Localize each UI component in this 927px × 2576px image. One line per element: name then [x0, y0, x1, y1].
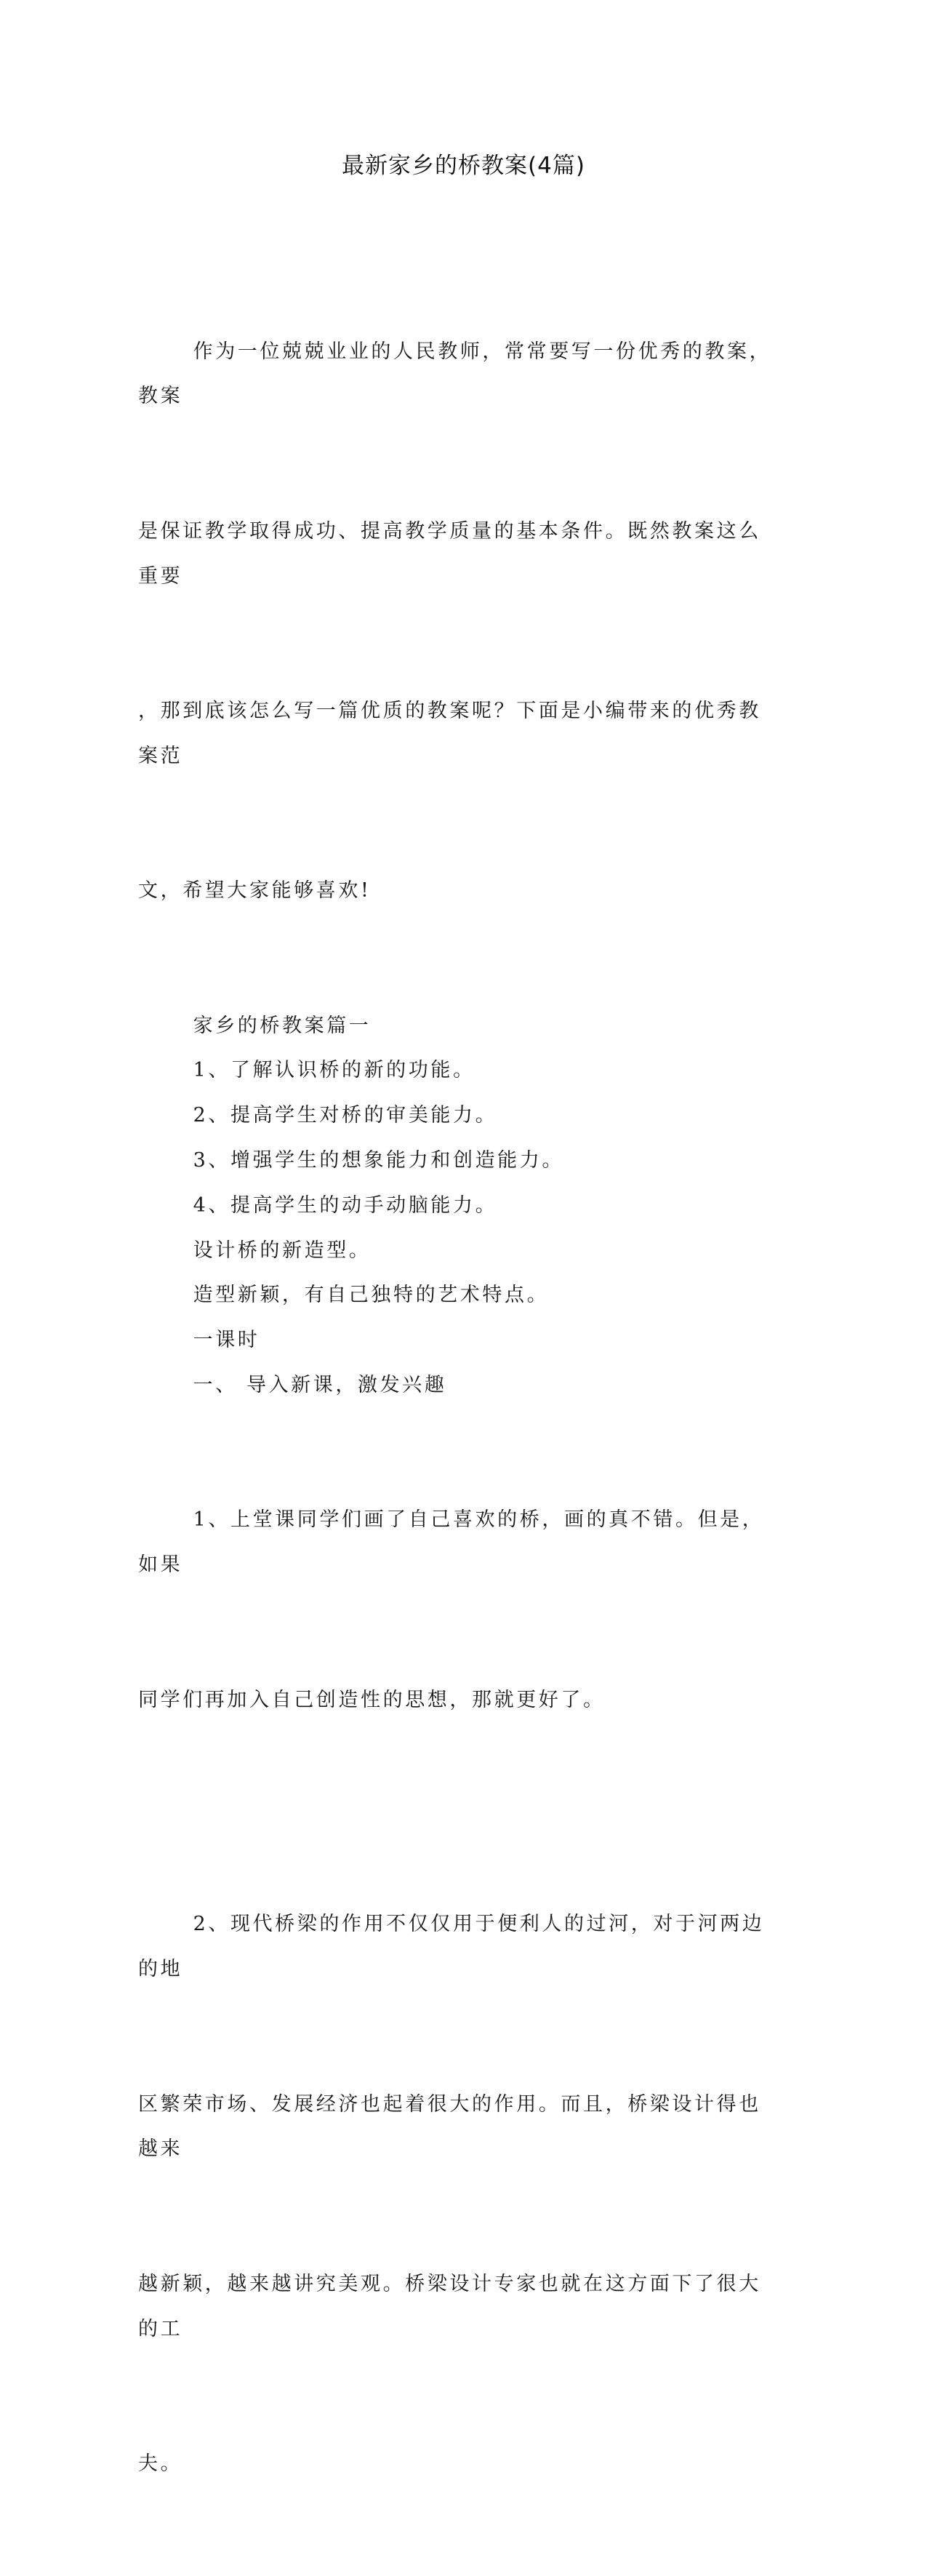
step-item-2-line: 2、现代桥梁的作用不仅仅用于便利人的过河，对于河两边的地 — [138, 1913, 765, 1981]
step-item-2-line: 区繁荣市场、发展经济也起着很大的作用。而且，桥梁设计得也越来 — [138, 2092, 761, 2161]
step-item-1-line: 同学们再加入自己创造性的思想，那就更好了。 — [138, 1688, 606, 1711]
step-item-2 — [138, 1812, 782, 2576]
intro-line: 作为一位兢兢业业的人民教师，常常要写一份优秀的教案，教案 — [138, 340, 772, 408]
step-item-1 — [138, 1408, 782, 1812]
step-item-2-line: 夫。 — [138, 2452, 183, 2476]
objective-item: 3、增强学生的想象能力和创造能力。 — [193, 1148, 564, 1172]
intro-line: 是保证教学取得成功、提高教学质量的基本条件。既然教案这么重要 — [138, 519, 761, 588]
intro-paragraph — [138, 239, 782, 1004]
step-item-1-line: 1、上堂课同学们画了自己喜欢的桥，画的真不错。但是，如果 — [138, 1508, 765, 1577]
step-item-2-line: 越新颖，越来越讲究美观。桥梁设计专家也就在这方面下了很大的工 — [138, 2272, 761, 2340]
document-title: 最新家乡的桥教案(4篇) — [342, 153, 585, 179]
intro-line: ，那到底该怎么写一篇优质的教案呢？下面是小编带来的优秀教案范 — [138, 699, 761, 767]
intro-line: 文，希望大家能够喜欢! — [138, 879, 372, 903]
duration: 一课时 — [193, 1329, 260, 1352]
difficulty-point: 造型新颖，有自己独特的艺术特点。 — [193, 1284, 550, 1307]
step-heading: 一、 导入新课，激发兴趣 — [193, 1373, 447, 1396]
section-heading: 家乡的桥教案篇一 — [193, 1014, 372, 1037]
objective-item: 2、提高学生对桥的审美能力。 — [193, 1104, 498, 1127]
objective-item: 1、了解认识桥的新的功能。 — [193, 1059, 475, 1082]
key-point: 设计桥的新造型。 — [193, 1239, 372, 1262]
objective-item: 4、提高学生的动手动脑能力。 — [193, 1193, 498, 1217]
document-body — [138, 239, 782, 2576]
